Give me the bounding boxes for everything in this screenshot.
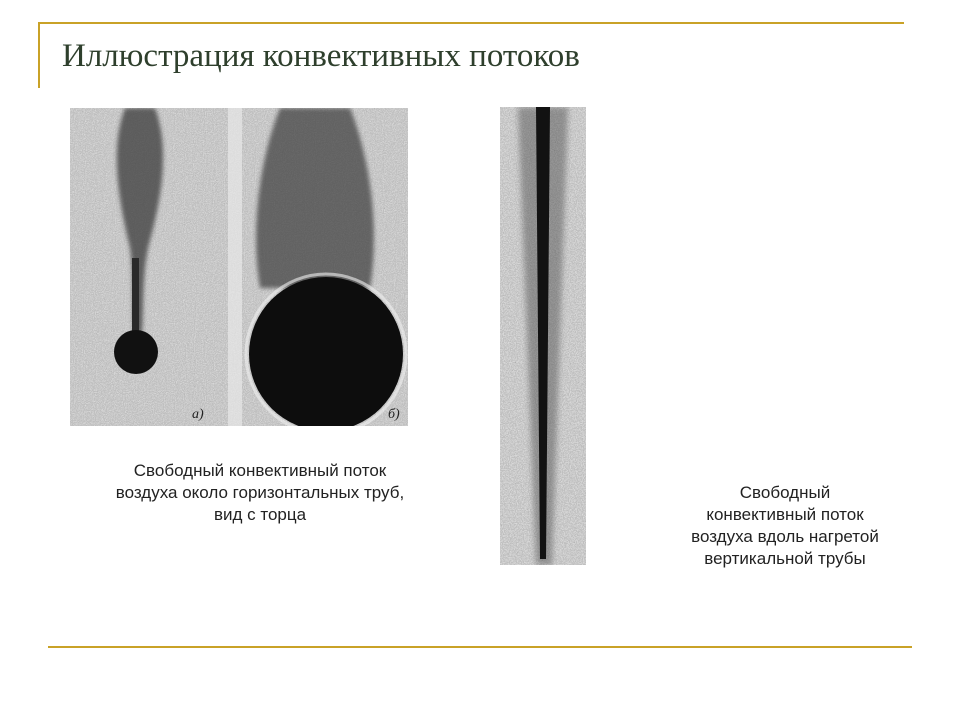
vertical-tube-caption (660, 482, 910, 570)
caption-line: Свободный конвективный поток (133, 461, 387, 480)
caption-line: вид с торца (213, 505, 307, 524)
left-rule (38, 22, 40, 88)
caption-line: вертикальной трубы (704, 549, 866, 568)
caption-line: Свободный (739, 483, 831, 502)
top-rule (38, 22, 904, 24)
slide-title: Иллюстрация конвективных потоков (62, 38, 580, 74)
horizontal-tubes-caption (60, 460, 460, 526)
vertical-tube-photo (500, 107, 586, 565)
label-b: б) (388, 407, 400, 422)
label-a: а) (192, 407, 204, 422)
caption-line: воздуха вдоль нагретой (691, 527, 879, 546)
caption-line: воздуха около горизонтальных труб, (115, 483, 405, 502)
caption-line: конвективный поток (706, 505, 864, 524)
horizontal-tubes-photo (70, 108, 408, 426)
bottom-rule (48, 646, 912, 648)
